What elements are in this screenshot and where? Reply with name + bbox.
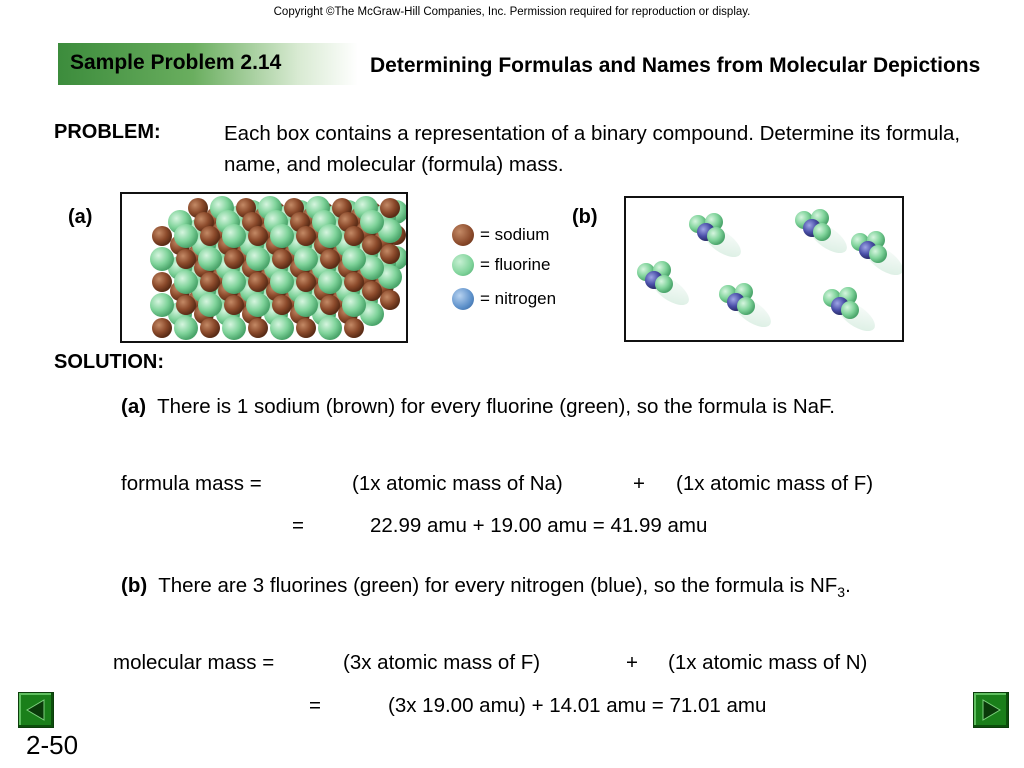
arrow-left-icon xyxy=(19,693,53,727)
sodium-atom xyxy=(200,318,220,338)
legend-label-sodium: = sodium xyxy=(480,225,550,244)
fluorine-atom xyxy=(869,245,887,263)
sodium-atom xyxy=(248,318,268,338)
nitrogen-atom-icon xyxy=(452,288,474,310)
problem-text: Each box contains a representation of a binary compound. Determine its formula, name, and molecular (formula) mass. xyxy=(224,122,961,176)
fluorine-atom xyxy=(737,297,755,315)
slide-title: Determining Formulas and Names from Molecular Depictions xyxy=(370,54,981,77)
sodium-atom xyxy=(344,226,364,246)
naf-lattice-illustration xyxy=(122,194,406,341)
legend-label-fluorine: = fluorine xyxy=(480,255,551,274)
fluorine-atom xyxy=(270,270,294,294)
nf3-molecules-illustration xyxy=(626,198,902,340)
molecular-mass-term-n: (1x atomic mass of N) xyxy=(668,651,868,674)
sodium-atom xyxy=(320,249,340,269)
solution-b-tag: (b) xyxy=(121,574,148,597)
fluorine-atom xyxy=(222,316,246,340)
formula-mass-plus: + xyxy=(633,472,645,495)
fluorine-atom xyxy=(270,224,294,248)
molecular-mass-equals: = xyxy=(309,694,321,717)
fluorine-atom xyxy=(198,247,222,271)
fluorine-atom xyxy=(342,247,366,271)
fluorine-atom xyxy=(270,316,294,340)
sodium-atom xyxy=(224,295,244,315)
sodium-atom xyxy=(320,295,340,315)
solution-b-period: . xyxy=(845,574,851,597)
fluorine-atom xyxy=(198,293,222,317)
fluorine-atom xyxy=(222,270,246,294)
sodium-atom xyxy=(272,249,292,269)
fluorine-atom xyxy=(360,210,384,234)
fluorine-atom-icon xyxy=(452,254,474,276)
solution-a-tag: (a) xyxy=(121,395,147,418)
fluorine-atom xyxy=(150,247,174,271)
sodium-atom xyxy=(380,198,400,218)
atom-legend xyxy=(452,222,556,312)
sodium-atom xyxy=(248,272,268,292)
sodium-atom xyxy=(200,226,220,246)
part-a-label: (a) xyxy=(68,206,93,228)
sodium-atom xyxy=(362,235,382,255)
legend-label-nitrogen: = nitrogen xyxy=(480,289,557,308)
formula-mass-equals: = xyxy=(292,514,304,537)
sodium-atom xyxy=(272,295,292,315)
solution-a-explanation: There is 1 sodium (brown) for every fluorine (green), so the formula is NaF. xyxy=(157,395,835,418)
sodium-atom xyxy=(152,272,172,292)
fluorine-atom xyxy=(813,223,831,241)
solution-label: SOLUTION: xyxy=(54,351,164,373)
fluorine-atom xyxy=(174,224,198,248)
solution-b-explanation: There are 3 fluorines (green) for every nitrogen (blue), so the formula is NF xyxy=(158,574,838,597)
sodium-atom xyxy=(176,249,196,269)
sodium-atom xyxy=(200,272,220,292)
formula-mass-term-f: (1x atomic mass of F) xyxy=(676,472,874,495)
formula-mass-result: 22.99 amu + 19.00 amu = 41.99 amu xyxy=(370,514,708,537)
molecular-mass-plus: + xyxy=(626,651,638,674)
sample-problem-label: Sample Problem 2.14 xyxy=(70,51,282,74)
fluorine-atom xyxy=(222,224,246,248)
molecular-mass-label: molecular mass = xyxy=(113,651,275,674)
solution-b-subscript: 3 xyxy=(837,584,846,601)
copyright-notice: Copyright ©The McGraw-Hill Companies, Inc. Permission required for reproduction or display. xyxy=(273,6,751,18)
fluorine-atom xyxy=(246,247,270,271)
sodium-atom xyxy=(296,272,316,292)
fluorine-atom xyxy=(174,316,198,340)
sodium-atom xyxy=(344,318,364,338)
molecular-mass-result: (3x 19.00 amu) + 14.01 amu = 71.01 amu xyxy=(388,694,767,717)
fluorine-atom xyxy=(246,293,270,317)
previous-slide-button[interactable] xyxy=(18,692,54,728)
legend-item-fluorine xyxy=(452,252,556,278)
legend-item-sodium xyxy=(452,222,556,248)
naf-lattice-panel xyxy=(120,192,408,343)
solution-a-text xyxy=(121,391,881,422)
arrow-right-icon xyxy=(974,693,1008,727)
fluorine-atom xyxy=(294,293,318,317)
sodium-atom xyxy=(152,318,172,338)
part-b-label: (b) xyxy=(572,206,598,228)
sodium-atom xyxy=(248,226,268,246)
sodium-atom xyxy=(152,226,172,246)
sodium-atom-icon xyxy=(452,224,474,246)
fluorine-atom xyxy=(318,316,342,340)
solution-b-text xyxy=(121,570,881,608)
sodium-atom xyxy=(380,290,400,310)
sodium-atom xyxy=(296,226,316,246)
next-slide-button[interactable] xyxy=(973,692,1009,728)
formula-mass-label: formula mass = xyxy=(121,472,262,495)
problem-label: PROBLEM: xyxy=(54,121,161,143)
sodium-atom xyxy=(296,318,316,338)
molecular-mass-term-f: (3x atomic mass of F) xyxy=(343,651,541,674)
fluorine-atom xyxy=(707,227,725,245)
formula-mass-term-na: (1x atomic mass of Na) xyxy=(352,472,563,495)
fluorine-atom xyxy=(150,293,174,317)
sodium-atom xyxy=(380,244,400,264)
sodium-atom xyxy=(176,295,196,315)
fluorine-atom xyxy=(342,293,366,317)
sodium-atom xyxy=(344,272,364,292)
fluorine-atom xyxy=(655,275,673,293)
fluorine-atom xyxy=(841,301,859,319)
fluorine-atom xyxy=(318,270,342,294)
sodium-atom xyxy=(362,281,382,301)
slide-number: 2-50 xyxy=(26,730,79,760)
fluorine-atom xyxy=(174,270,198,294)
nf3-molecules-panel xyxy=(624,196,904,342)
fluorine-atom xyxy=(294,247,318,271)
sodium-atom xyxy=(224,249,244,269)
fluorine-atom xyxy=(318,224,342,248)
legend-item-nitrogen xyxy=(452,286,556,312)
